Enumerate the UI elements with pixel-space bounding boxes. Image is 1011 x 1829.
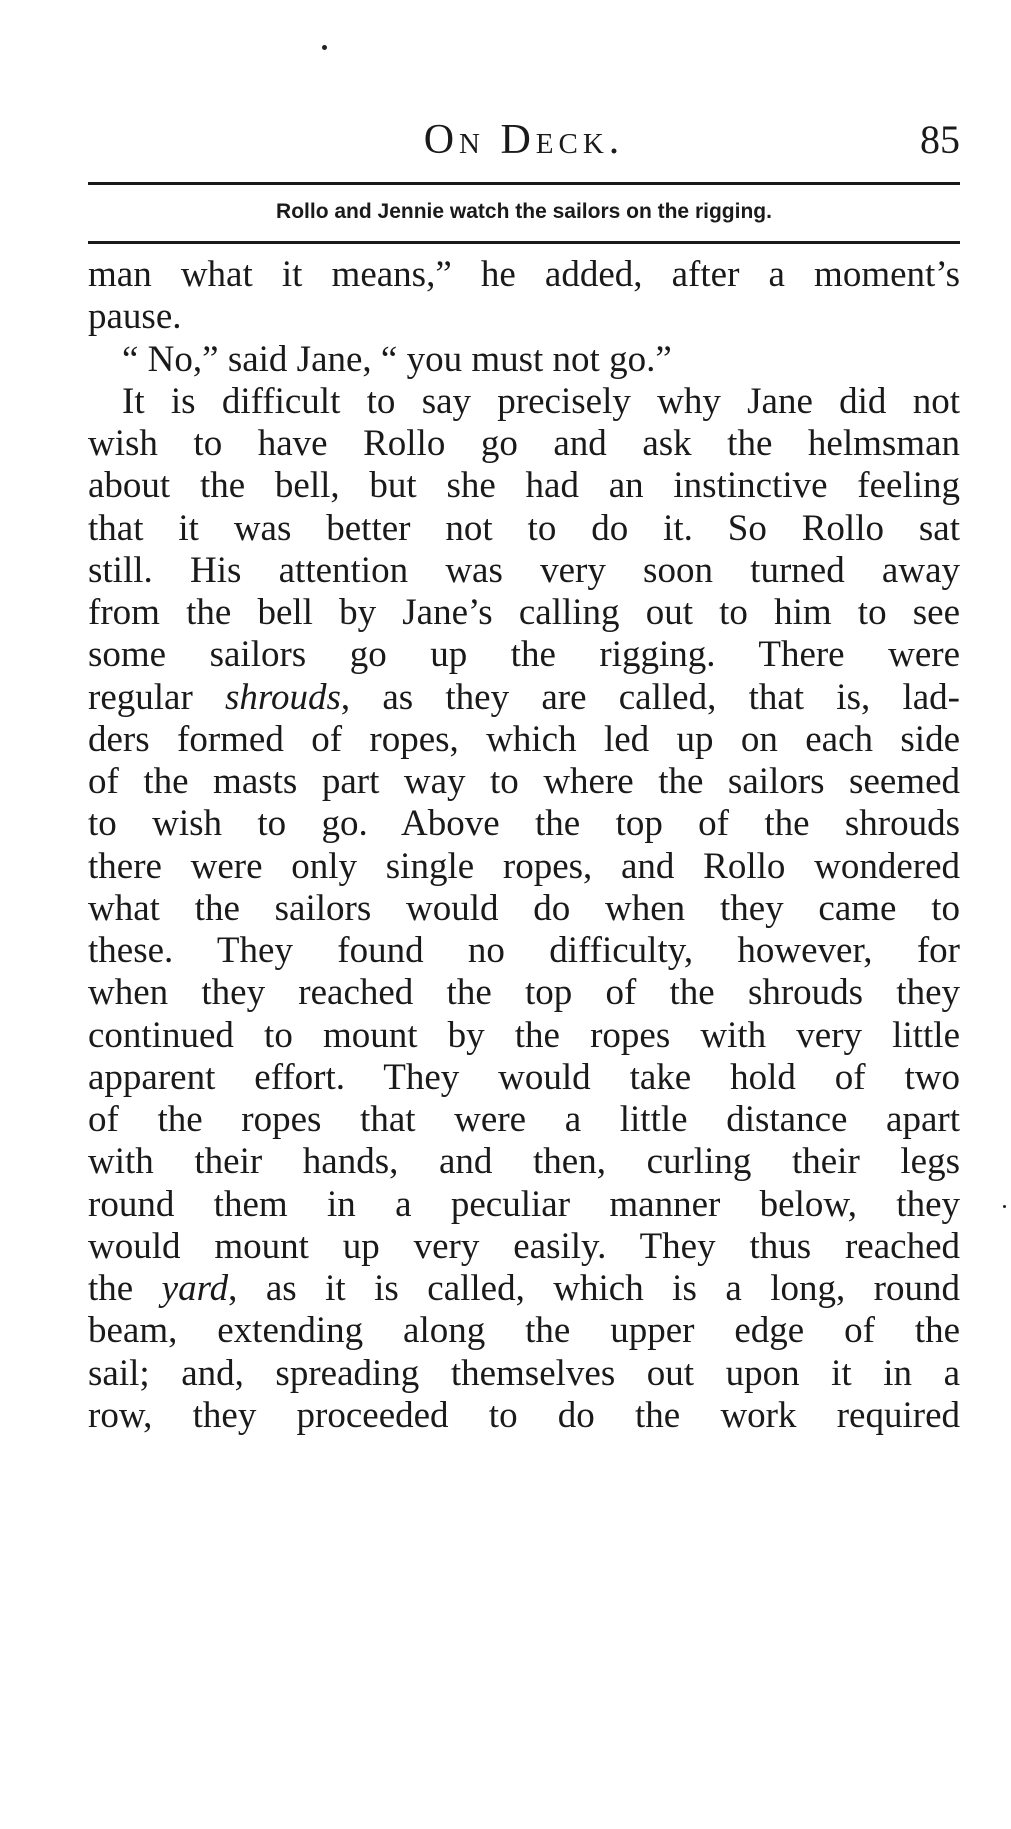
text-line: with their hands, and then, curling their legs — [88, 1141, 960, 1183]
running-head: On Deck. — [423, 117, 625, 163]
text-line: that it was better not to do it. So Rollo sat — [88, 507, 960, 549]
text-line: from the bell by Jane’s calling out to him to see — [88, 592, 960, 633]
text-line: to wish to go. Above the top of the shrouds — [88, 803, 960, 845]
text-line: of the ropes that were a little distance apart — [88, 1099, 960, 1140]
text-line: pause. — [88, 296, 182, 338]
text-line: continued to mount by the ropes with very little — [88, 1014, 960, 1056]
text-line: of the masts part way to where the sailors seemed — [88, 761, 960, 802]
text-line — [88, 677, 960, 719]
text-line: what the sailors would do when they came to — [88, 887, 960, 929]
text-line: round them in a peculiar manner below, they — [88, 1183, 960, 1225]
text-run: , as they are called, that is, lad- — [340, 676, 960, 718]
italic-term: shrouds — [225, 676, 341, 718]
page-header — [88, 112, 960, 168]
text-line: “ No,” said Jane, “ you must not go.” — [122, 338, 672, 380]
ink-speck — [322, 45, 327, 50]
text-line: there were only single ropes, and Rollo wondered — [88, 845, 960, 887]
text-line: row, they proceeded to do the work required — [88, 1394, 960, 1436]
text-line: man what it means,” he added, after a moment’s — [88, 254, 960, 295]
body-text — [88, 254, 960, 1437]
text-line: still. His attention was very soon turned away — [88, 549, 960, 591]
text-run: regular — [88, 676, 226, 718]
ink-speck — [1003, 1205, 1006, 1208]
text-line: sail; and, spreading themselves out upon it in a — [88, 1352, 960, 1394]
caption-rule — [88, 241, 960, 244]
illustration-caption: Rollo and Jennie watch the sailors on the rigging. — [276, 200, 772, 223]
text-line: these. They found no difficulty, however, for — [88, 930, 960, 971]
header-rule — [88, 182, 960, 185]
text-run: the — [88, 1268, 162, 1309]
text-line — [88, 1268, 960, 1310]
page-number: 85 — [920, 117, 960, 162]
text-line: about the bell, but she had an instinctive feeling — [88, 465, 960, 507]
text-line: some sailors go up the rigging. There were — [88, 634, 960, 676]
text-run: , as it is called, which is a long, round — [228, 1268, 960, 1309]
text-line: ders formed of ropes, which led up on each side — [88, 718, 960, 760]
italic-term: yard — [161, 1268, 229, 1309]
text-line: apparent effort. They would take hold of two — [88, 1056, 960, 1098]
text-line: beam, extending along the upper edge of the — [88, 1310, 960, 1352]
text-line: wish to have Rollo go and ask the helmsman — [88, 423, 960, 464]
text-line: when they reached the top of the shrouds they — [88, 972, 960, 1014]
text-line: would mount up very easily. They thus reached — [88, 1225, 960, 1267]
text-line: It is difficult to say precisely why Jane did not — [122, 380, 960, 422]
